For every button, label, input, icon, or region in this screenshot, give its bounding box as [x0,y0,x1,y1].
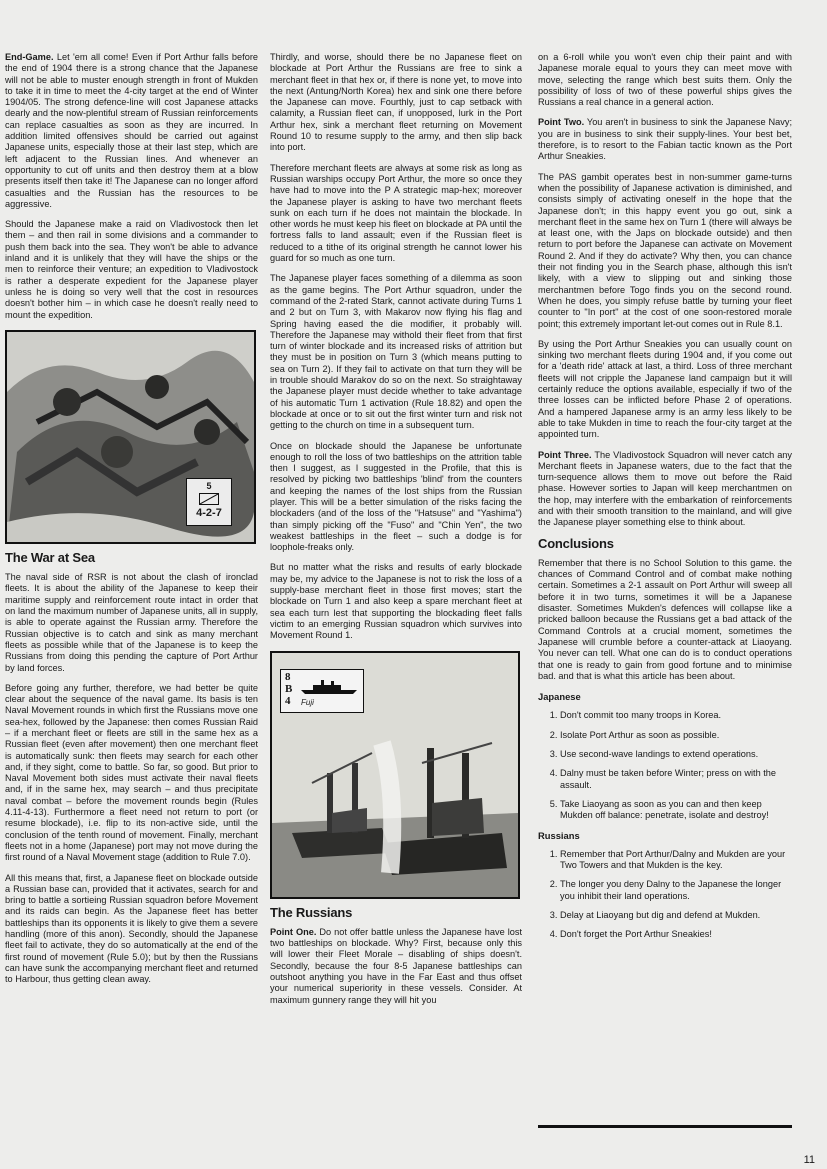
russian-list [538,849,792,941]
point-three-paragraph [538,450,792,529]
col2-paragraph-5: But no matter what the risks and results of early blockade may be, my advice to the Japanese is not to risk the loss of a supply-base merchant fleet in those first moves; start the blockade on Turn 1 and also keep a spare merchant fleet at sea each turn lest that supporting the blockading fleet falls victim to an emerging Russian squadron which survives into Movement Round 1. [270,562,522,641]
col2-paragraph-4: Once on blockade should the Japanese be unfortunate enough to roll the loss of two battleships on the attrition table then I suggest, as I suggested in the Profile, that this is resolved by picking two battleships 'blind' from the counters and keeping the names of the lost ships from the Russian player. This will be a better simulation of the risks facing the blockaders (and of the loss of the "Hatsuse" and "Yashima") than simply picking off the "Fuso" and "Chin Yen", the two weakest battleships in the fleet – such a dodge is for loophole-freaks only. [270,440,522,553]
japanese-list [538,710,792,821]
point-one-text: Do not offer battle unless the Japanese have lost two battleships on blockade. Why? First, because only this will lower their Fleet Morale – disabling of ships doesn't. Secondly, because the four 8-5 Japanese battleships can outshoot anything you have in the Far East and thus offset your numerical superiority in these vessels. Consider. At maximum gunnery range they will hit you [270,926,522,1005]
point-three-lead: Point Three. [538,449,592,460]
list-item: 2. Isolate Port Arthur as soon as possible. [560,730,792,741]
counter-speed: 4 [285,694,291,707]
point-one-lead: Point One. [270,926,317,937]
counter-attack: 8 [285,670,291,683]
ship-counter [280,669,364,713]
battleship-icon [301,680,357,697]
infantry-icon [199,493,219,505]
counter-symbol: 5 [206,480,212,491]
list-item: 5. Take Liaoyang as soon as you can and then keep Mukden off balance: penetrate, isolate and destroy! [560,799,792,822]
list-item: 4. Don't forget the Port Arthur Sneakies! [560,929,792,940]
list-item: 3. Delay at Liaoyang but dig and defend at Mukden. [560,910,792,921]
point-one-paragraph [270,927,522,1006]
col2-paragraph-2: Therefore merchant fleets are always at some risk as long as Russian warships occupy Port Arthur, the more so once they have had to move into the P A strategic map-hex; moreover the Japanese player is asking to have two merchant fleets sunk on each turn if he does not maintain the blockade. In other words he must keep his fleet on blockade at PA until the fortress falls to land assault; even if the Russian fleet is reduced to a tithe of its original strength he cannot lower his guard for so much as one turn. [270,162,522,264]
counter-type: B [285,682,293,695]
list-item: 1. Remember that Port Arthur/Dalny and Mukden are your Two Towers and that Mukden is the key. [560,849,792,872]
conclusions-paragraph: Remember that there is no School Solution to this game. the chances of Command Control and of combat make nothing certain. Sometimes a 2-1 assault on Port Arthur will sweep all before it in two turns, sometimes it will be a Japanese disaster. Sometimes Mukden's defences will collapse like a pricked balloon because the Russians get a bad attack of the Command Controls at a crucial moment, sometimes the Japanese will crumble before a counter-attack at Liaoyang. You never can tell. What one can do is to conduct operations that one is ready to gain from good fortune and to minimise bad. and that is what this article has been about. [538,557,792,681]
list-item: 4. Dalny must be taken before Winter; press on with the assault. [560,768,792,791]
column-2 [270,52,522,1015]
heading-the-russians: The Russians [270,904,353,920]
endgame-text: Let 'em all come! Even if Port Arthur falls before the end of 1904 there is a strong chance that the Japanese will not be able to muster enough strength in front of Mukden to take it in time to meet the 4-city target at the end of Winter 1904/05. The strong defence-line will cost Japanese attacks dearly and the now-plentiful stream of Russian reinforcements can replace casualties as soon as they are incurred. In addition limited offensives should be carried out against Japanese units, especially those at their last step, which are left adjacent to the Russian lines. And whenever an opportunity to cut off units and then destroy them at a blow presents itself then take it! The Japanese can no longer afford casualties and the Russian has the resources to be aggressive. [5,52,258,209]
heading-japanese: Japanese [538,691,581,703]
heading-conclusions: Conclusions [538,535,614,551]
naval-paragraph-1: The naval side of RSR is not about the clash of ironclad fleets. It is about the ability of the Japanese to keep their maritime supply and reinforcement route intact in order that on land the maximum number of Japanese units, all in supply, is able to operate against the Russian army. Therefore the Russian objective is to catch and sink as many merchant fleets as possible while that of the Japanese is to keep the Russians from doing this pending the capture of Port Arthur by land forces. [5,572,258,673]
col2-paragraph-3: The Japanese player faces something of a dilemma as soon as the game begins. The Port Arthur squadron, under the command of the 2-rated Stark, cannot activate during Turns 1 and 2 but on Turn 3, with Makarov now flying his flag and Spring having eased the die modifier, it probably will. Therefore the Japanese may withold their fleet from that first turn of winter blockade and its increased risks of attrition but they must be in position on Turn 3 (which means putting to sea on Turn 2). If they fail to activate on that turn they will be in trouble should Marakov do so on the next. So straightaway the Japanese player must decide whether to take advantage of his automatic Turn 1 activation (Rule 18.82) and open the blockade at once or to sit out the first winter turn and risk not getting to the church on time in a subsequent turn. [270,273,522,431]
ship-name: Fuji [301,697,314,707]
vladivostok-paragraph: Should the Japanese make a raid on Vladivostock then let them – and then rail in some divisions and a commander to push them back into the sea. They won't be able to advance inland and it is unlikely that they will have the ships or the men to reinforce their venture; an expedition to Vladivostock is rather a desperate expedient for the Japanese player unless he is doing so very well that the cost in resources doesn't bother him – in which case he doesn't really need to mount the expedition. [5,219,258,320]
unit-counter [186,478,232,526]
endgame-lead: End-Game. [5,52,54,62]
list-item: 2. The longer you deny Dalny to the Japanese the longer you inhibit their land operations. [560,879,792,902]
warship-illustration [270,651,520,899]
heading-war-at-sea: The War at Sea [5,549,95,565]
list-item: 3. Use second-wave landings to extend operations. [560,749,792,760]
point-two-paragraph [538,117,792,162]
end-rule [538,1125,792,1128]
col2-paragraph-1: Thirdly, and worse, should there be no Japanese fleet on blockade at Port Arthur the Russians are free to sink a merchant fleet in that hex or, if there is none yet, to move into the next (Antung/North Korea) hex and sink one there before the Japanese can move. Fourthly, just to cap setback with calamity, a Russian fleet can, if unopposed, lurk in the Port Arthur hex, sink a merchant fleet returning on Movement Round 10 to resume supply to the army, and then slip back into port. [270,52,522,153]
sneakies-paragraph: By using the Port Arthur Sneakies you can usually count on sinking two merchant fleets during 1904 and, if you come out for a 'death ride' attack at last, a third. Loss of three merchant fleets will not cripple the Japanese land campaign but it will certainly reduce the options available, especially if two of the three losses can be inflicted before Phase 2 of operations. And a hampered Japanese army is an army less likely to be able to take Mukden in time to reach the four-city target at the appointed turn. [538,338,792,440]
list-item: 1. Don't commit too many troops in Korea. [560,710,792,721]
page-number: 11 [803,1154,815,1166]
battle-illustration [5,330,256,544]
pas-gambit-paragraph: The PAS gambit operates best in non-summer game-turns when the possibility of Japanese activation is diminished, and consists simply of activating oneself in the hope that the Japanese don't; in this happy event you go out, sink a merchant fleet in the same hex on Turn 1 (there will always be at least one, with the Japs on blockade outside) and then return to port before the Japanese can activate on Movement Round 2. And if they do activate? Why then, you can chance their not finding you in the Search phase, although this isn't likely, with a view to slipping out and sinking those merchantmen before Togo finds you on the second round. When he does, you simply refuse battle by turning your fleet counter to "In port" at the cost of one soon-restored morale point; this extremely important let-out comes out in Rule 8.1. [538,171,792,329]
column-3 [538,52,792,949]
point-two-text: You aren't in business to sink the Japanese Navy; you are in business to sink their supply-lines. Your best bet, therefore, is to resort to the Fabian tactic known as the Port Arthur Sneakies. [538,117,793,162]
counter-value: 4-2-7 [196,507,222,520]
point-three-text: The Vladivostock Squadron will never catch any Merchant fleets in Japanese waters, due to the fact that the turn-sequence allows them to move out before the Raid phase. However sorties to Japan will keep merchantmen on the hop, may interfere with the embarkation of reinforcements and with their smooth transition to the mainland, and will give the Japanese player something else to think about. [538,449,793,528]
column-1 [5,52,258,995]
naval-paragraph-3: All this means that, first, a Japanese fleet on blockade outside a Russian base can, provided that it activates, search for and bring to battle a sortieing Russian squadron before Movement and its raids can begin. As the Japanese fleet has better battleships than its opponents it is likely to give them a severe handling (more of this anon). Secondly, should the Japanese fleet fail to activate, they do so automatically at the end of the first round of movement (Rule 5.0); but by then the Russians can have sunk the accompanying merchant fleet and returned to Harbour, thus getting clean away. [5,872,258,985]
col3-paragraph-1: on a 6-roll while you won't even chip their paint and with Japanese morale equal to yours they can meet move with move, selecting the range which best suits them. Only the possibility of loss of two of these powerful ships gives the Russians a real chance in a general action. [538,52,792,108]
point-two-lead: Point Two. [538,117,585,128]
naval-paragraph-2: Before going any further, therefore, we had better be quite clear about the sequence of the naval game. Its basis is ten Naval Movement rounds in which first the Russians move one sea-hex, followed by the Japanese: then comes Russian Raid – if a merchant fleet or fleets are still in the same hex as a Russian fleet (even after movement) then one merchant fleet is automatically sunk: then fleets may search for each other and, if they sight, come to battle. So far, so good. But prior to Naval Movement both sides must activate their naval fleets and, if in the same hex, may search – and thus precipitate naval combat – before the movement rounds begin (Rules 4.11-4-13). Furthermore a fleet need not return to port (or resume blockade), i.e. flip to its non-active side, until the conclusion of the tenth round of movement. Finally, merchant fleets not in a home (Japanese) port may not move during the first round of a Naval Movement stage (addition to Rule 7.0). [5,682,258,863]
endgame-paragraph [5,52,258,210]
heading-russians: Russians [538,829,580,841]
